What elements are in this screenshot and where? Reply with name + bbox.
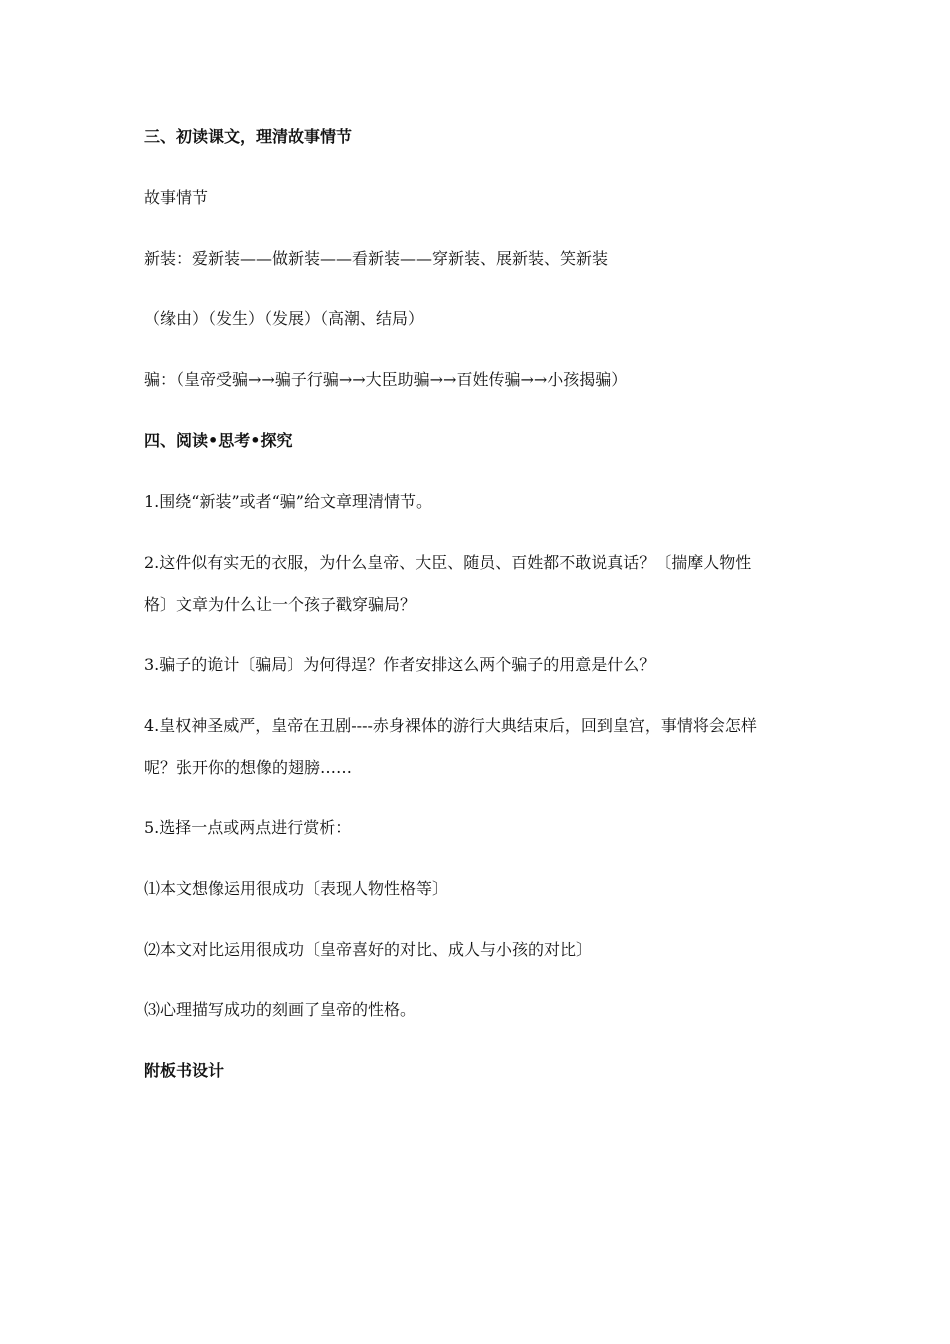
question-5: 5.选择一点或两点进行赏析： [144, 818, 352, 837]
question-5-item-1: ⑴本文想像运用很成功〔表现人物性格等〕 [144, 879, 449, 898]
question-5-item-3: ⑶心理描写成功的刻画了皇帝的性格。 [144, 1000, 417, 1019]
question-1: 1.围绕“新装”或者“骗”给文章理清情节。 [144, 492, 432, 511]
question-4-line-1: 4.皇权神圣威严，皇帝在丑剧----赤身裸体的游行大典结束后，回到皇宫，事情将会怎样 [144, 716, 757, 735]
deception-plot-line: 骗：（皇帝受骗→→骗子行骗→→大臣助骗→→百姓传骗→→小孩揭骗） [144, 370, 628, 389]
plot-stages-line: （缘由）（发生）（发展）（高潮、结局） [144, 309, 425, 328]
question-4-line-2: 呢？张开你的想像的翅膀…… [144, 758, 353, 777]
question-2-line-1: 2.这件似有实无的衣服，为什么皇帝、大臣、随员、百姓都不敢说真话？〔揣摩人物性 [144, 553, 752, 572]
appendix-heading: 附板书设计 [144, 1061, 225, 1080]
question-2-line-2: 格〕文章为什么让一个孩子戳穿骗局？ [144, 595, 417, 614]
section-heading-3: 三、初读课文，理清故事情节 [144, 127, 353, 146]
new-clothes-plot-line: 新装：爱新装——做新装——看新装——穿新装、展新装、笑新装 [144, 249, 609, 268]
question-5-item-2: ⑵本文对比运用很成功〔皇帝喜好的对比、成人与小孩的对比〕 [144, 940, 593, 959]
question-3: 3.骗子的诡计〔骗局〕为何得逞？作者安排这么两个骗子的用意是什么？ [144, 655, 656, 674]
plot-label: 故事情节 [144, 188, 209, 207]
section-heading-4: 四、阅读•思考•探究 [144, 431, 293, 450]
